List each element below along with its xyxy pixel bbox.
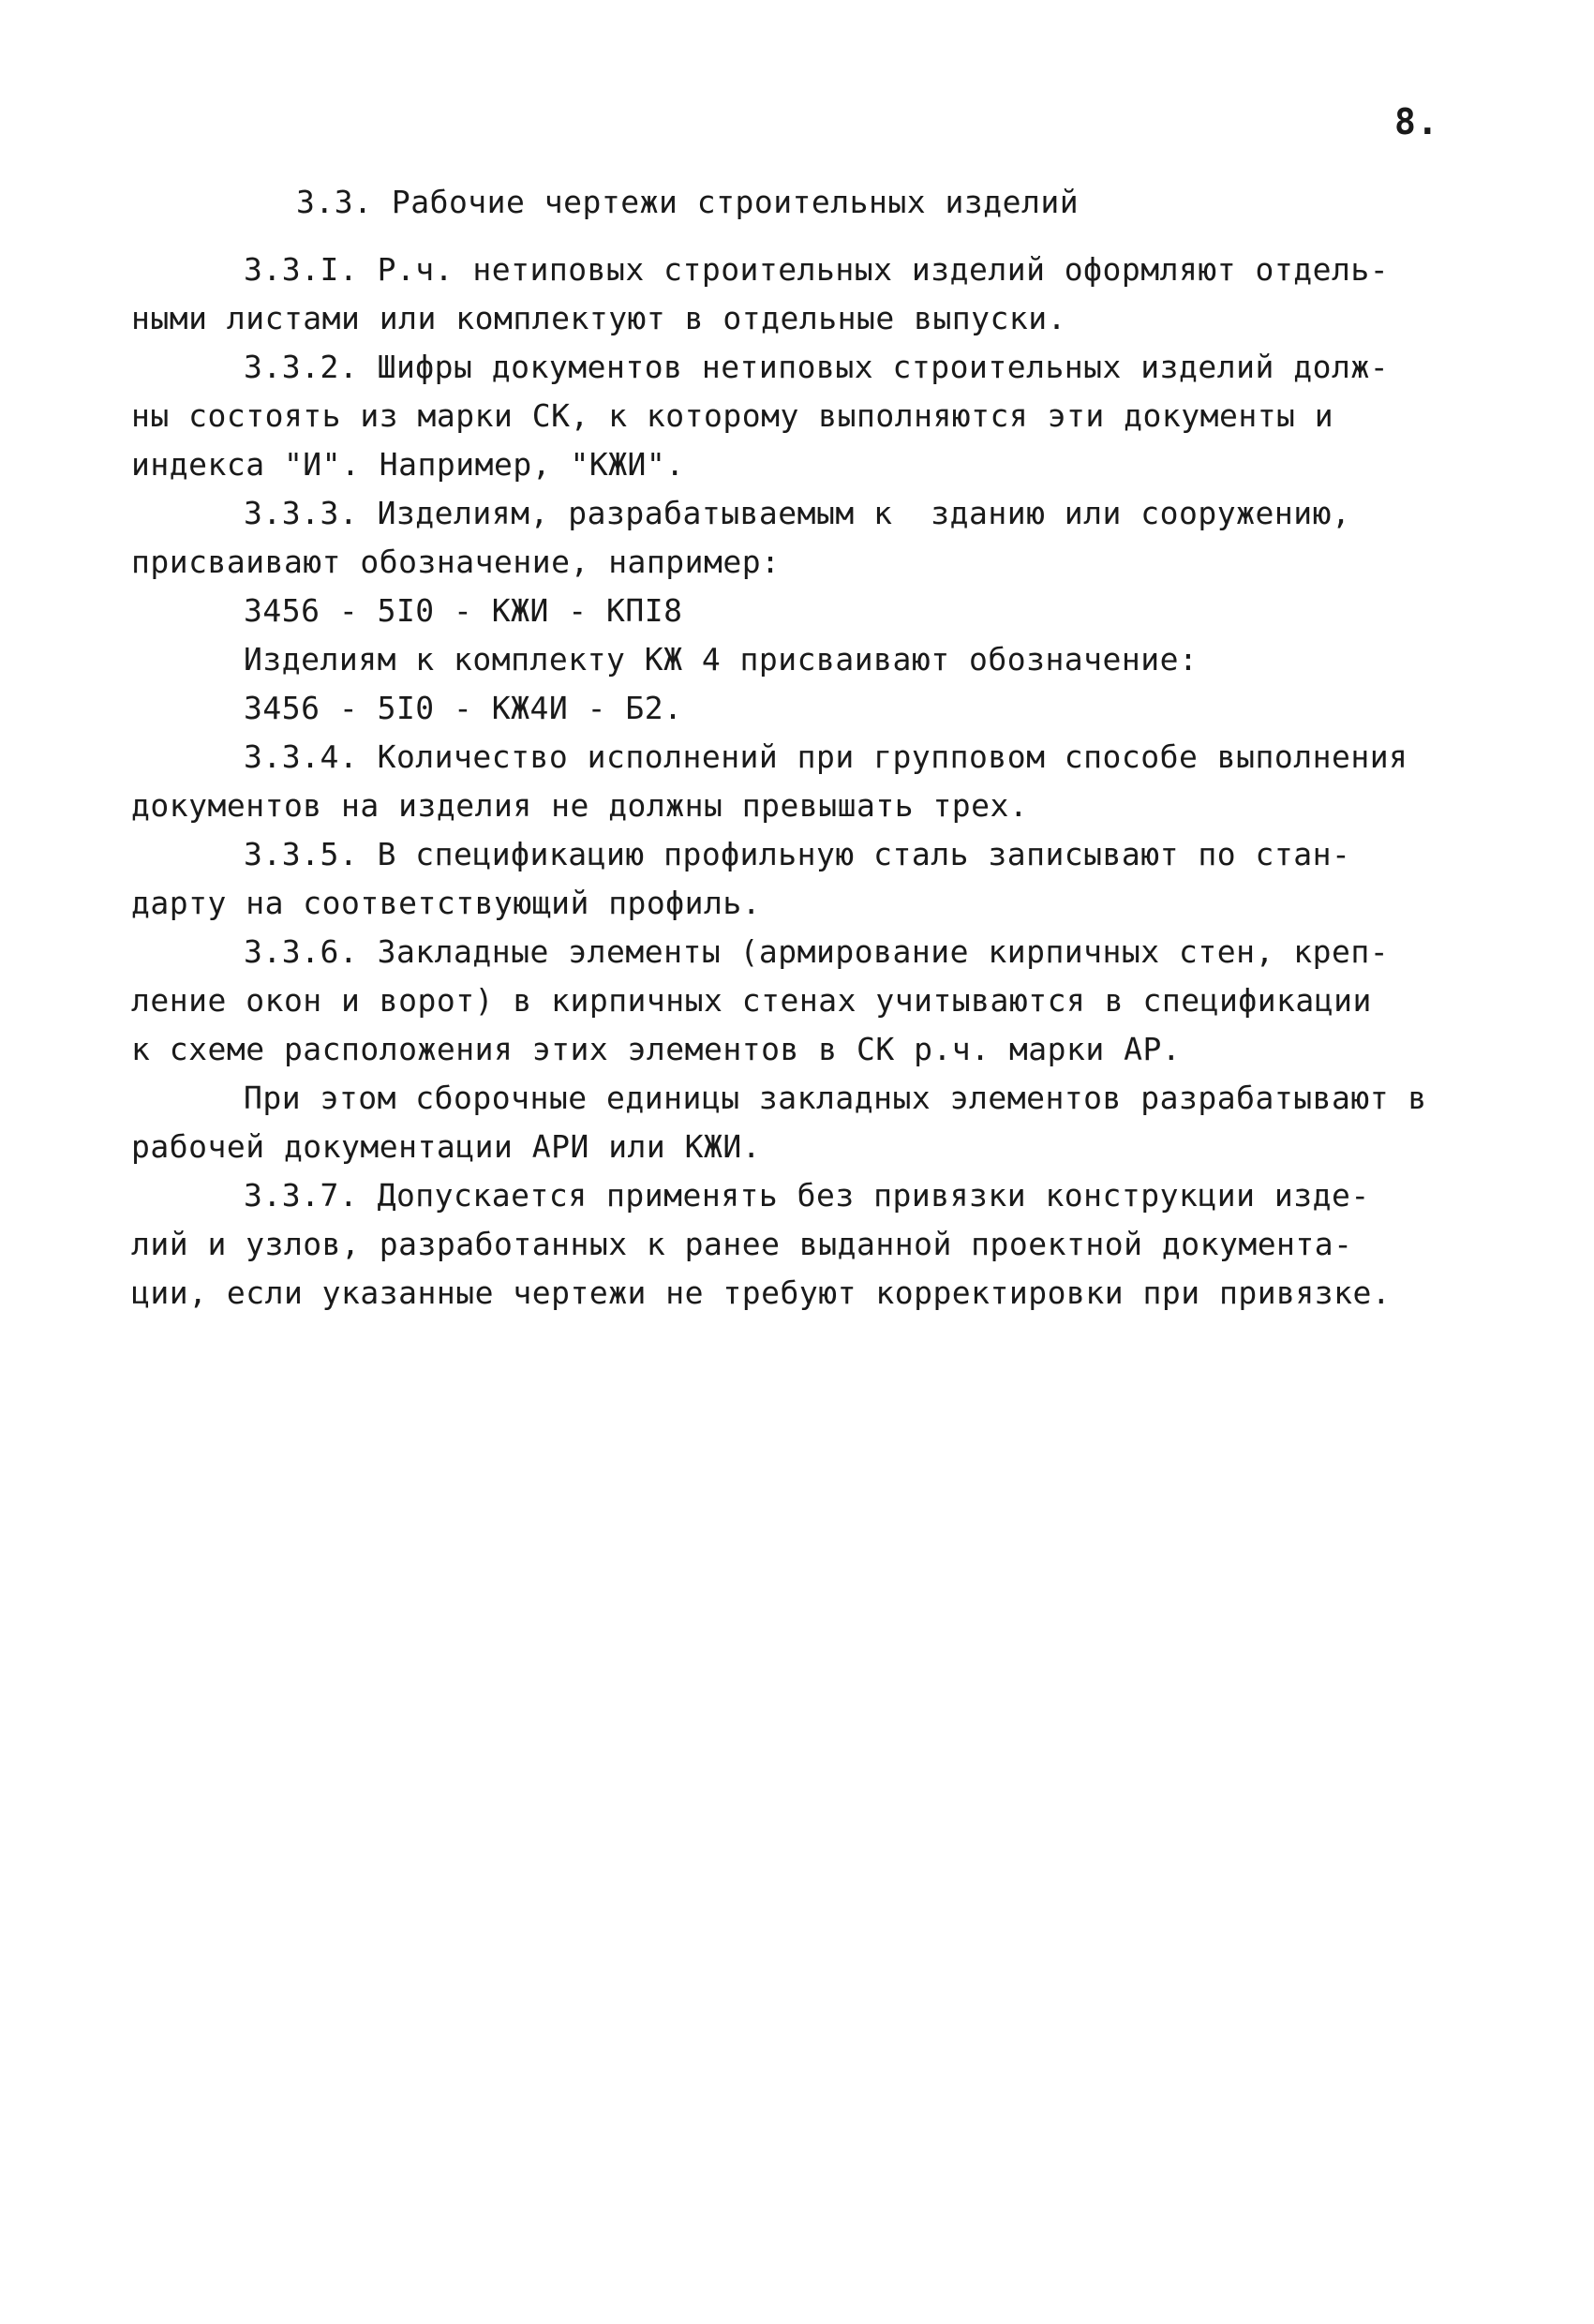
text-line: 3.3.7. Допускается применять без привязки конструкции изде- [244, 1177, 1370, 1214]
text-line: присваивают обозначение, например: [131, 544, 781, 580]
text-line: ны состоять из марки СК, к которому выполняются эти документы и [131, 397, 1334, 434]
text-line: Изделиям к комплекту КЖ 4 присваивают обозначение: [244, 641, 1199, 678]
text-line: 3.3.2. Шифры документов нетиповых строительных изделий долж- [244, 349, 1390, 385]
text-line: ление окон и ворот) в кирпичных стенах учитываются в спецификации [131, 982, 1372, 1019]
text-line: ными листами или комплектуют в отдельные выпуски. [131, 300, 1067, 336]
text-line: 3.3.3. Изделиям, разрабатываемым к зданию или сооружению, [244, 495, 1351, 531]
text-line: документов на изделия не должны превышать трех. [131, 787, 1029, 824]
document-body [131, 178, 1499, 1318]
designation-example: 3456 - 5I0 - КЖ4И - Б2. [244, 690, 683, 726]
page-number: 8. [1394, 101, 1439, 142]
text-line: ции, если указанные чертежи не требуют корректировки при привязке. [131, 1274, 1392, 1311]
spacer [131, 227, 1499, 246]
text-line: индекса "И". Например, "КЖИ". [131, 446, 685, 483]
text-line: 3.3.4. Количество исполнений при групповом способе выполнения [244, 738, 1408, 775]
text-line: рабочей документации АРИ или КЖИ. [131, 1128, 762, 1165]
designation-example: 3456 - 5I0 - КЖИ - КПI8 [244, 592, 683, 629]
text-line: дарту на соответствующий профиль. [131, 885, 762, 921]
text-line: 3.3.5. В спецификацию профильную сталь записывают по стан- [244, 836, 1351, 872]
section-heading: 3.3. Рабочие чертежи строительных изделий [296, 184, 1080, 220]
text-line: 3.3.I. Р.ч. нетиповых строительных изделий оформляют отдель- [244, 251, 1390, 288]
text-line: При этом сборочные единицы закладных элементов разрабатывают в [244, 1080, 1427, 1116]
text-line: к схеме расположения этих элементов в СК р.ч. марки АР. [131, 1031, 1182, 1067]
text-line: 3.3.6. Закладные элементы (армирование кирпичных стен, креп- [244, 933, 1390, 970]
text-line: лий и узлов, разработанных к ранее выданной проектной документа- [131, 1226, 1353, 1262]
